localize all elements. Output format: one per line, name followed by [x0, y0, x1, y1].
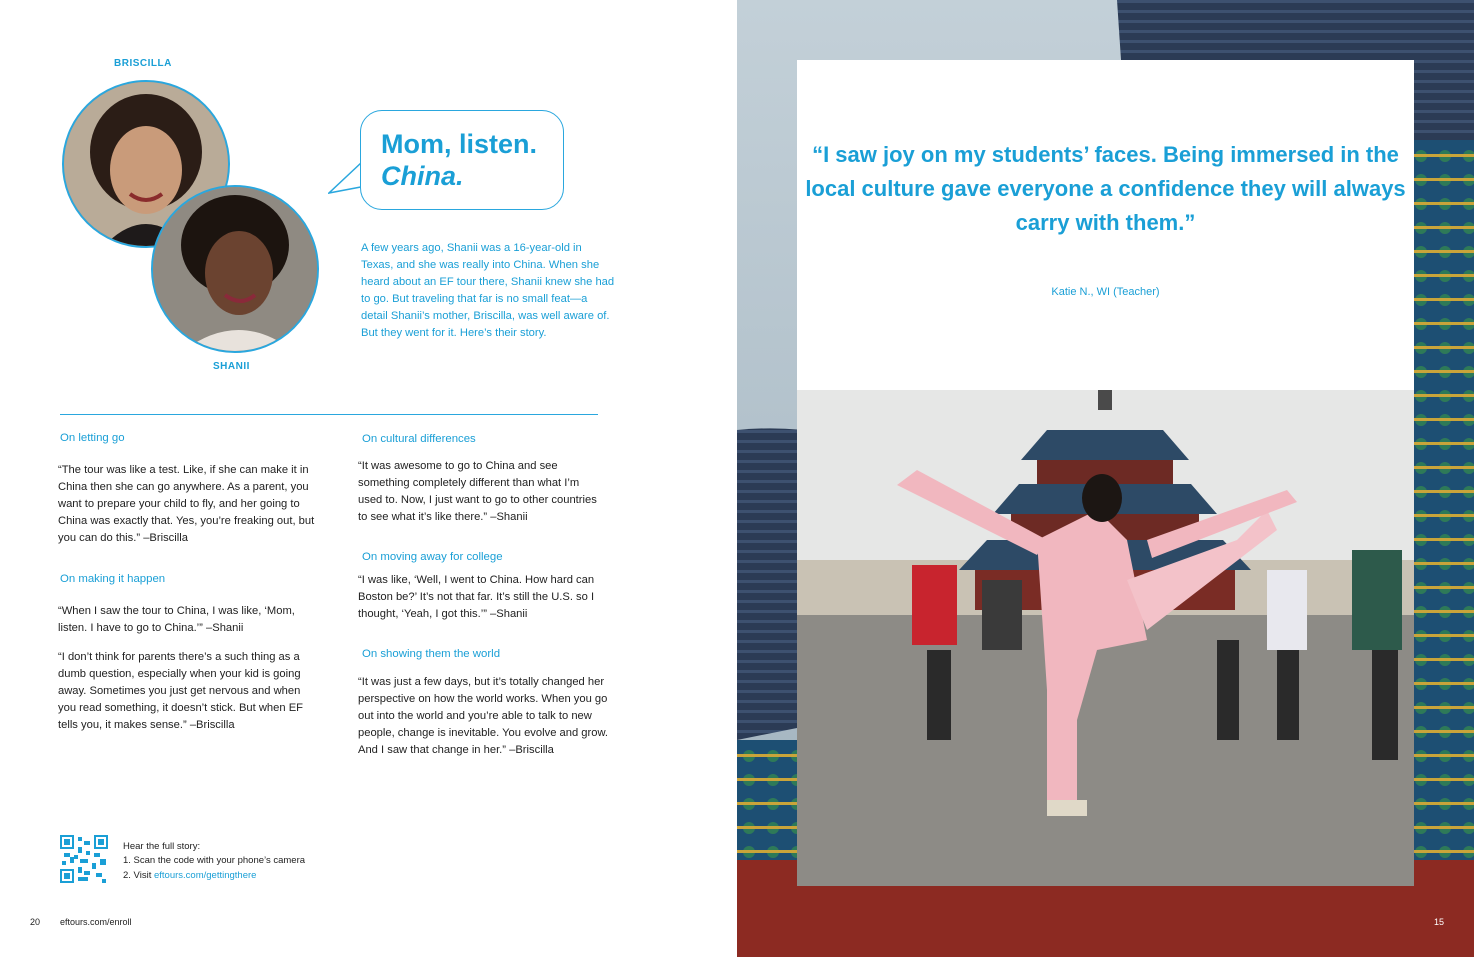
section-heading-showing-world: On showing them the world: [362, 648, 501, 660]
speech-bubble-line1: Mom, listen.: [381, 129, 538, 159]
divider-rule: [60, 414, 598, 415]
qr-title: Hear the full story:: [123, 841, 201, 852]
quote-showing-world: “It was just a few days, but it’s totally changed her perspective on how the world works. When you go out into the world and you’re able to talk to new people, change is inevitable. You evolve and grow. And I saw that change in her.” –Briscilla: [358, 676, 609, 756]
quote-making-it-happen-2: “I don’t think for parents there’s a such thing as a dumb question, especially when your kid is going away. Sometimes you just get nervous and when you read something, it doesn’t stick. But when EF tells you, it makes sense.” –Briscilla: [58, 651, 304, 731]
qr-code-icon[interactable]: [60, 835, 108, 883]
qr-step-2: [123, 870, 256, 881]
qr-step-1: 1. Scan the code with your phone’s camera: [123, 855, 306, 866]
section-heading-making-it-happen: On making it happen: [60, 573, 166, 585]
page-number-right: 15: [1434, 917, 1445, 927]
quote-letting-go: “The tour was like a test. Like, if she can make it in China then she can go anywhere. As a parent, you want to prepare your child to fly, and her going to China was exactly that. Yes, you’re freaking out, but you can do this.” –Briscilla: [58, 464, 315, 544]
speech-bubble-line2: China.: [381, 161, 464, 191]
quote-attribution: Katie N., WI (Teacher): [1051, 286, 1160, 298]
shanii-portrait: [151, 185, 319, 353]
section-heading-cultural-differences: On cultural differences: [362, 433, 476, 445]
pull-quote: “I saw joy on my students’ faces. Being immersed in the local culture gave everyone a confidence they will always carry with them.”: [805, 142, 1406, 235]
speech-bubble: [360, 110, 564, 210]
qr-step-2-prefix: 2. Visit: [123, 870, 154, 881]
name-label-shanii: SHANII: [213, 361, 250, 372]
testimonial-card: [797, 60, 1414, 886]
tai-chi-photo: [797, 390, 1414, 886]
page-number-left: 20: [30, 917, 41, 927]
section-heading-moving-away: On moving away for college: [362, 551, 503, 563]
quote-making-it-happen-1: “When I saw the tour to China, I was like, ‘Mom, listen. I have to go to China.’” –Shanii: [58, 605, 295, 634]
section-heading-letting-go: On letting go: [60, 432, 125, 444]
name-label-briscilla: BRISCILLA: [114, 58, 172, 69]
quote-cultural-differences: “It was awesome to go to China and see something completely different than what I’m used to. Now, I just want to go to other countries to see what it’s like there.” –Shanii: [358, 460, 597, 523]
qr-step-2-link[interactable]: eftours.com/gettingthere: [153, 870, 257, 881]
intro-paragraph: A few years ago, Shanii was a 16-year-old in Texas, and she was really into China. When she heard about an EF tour there, Shanii knew she had to go. But traveling that far is no small feat—a detail Shanii’s mother, Briscilla, was well aware of. But they went for it. Here’s their story.: [361, 242, 615, 339]
quote-moving-away: “I was like, ‘Well, I went to China. How hard can Boston be?’ It’s not that far. It’s still the U.S. so I thought, ‘Yeah, I got this.’” –Shanii: [358, 574, 595, 620]
footer-url[interactable]: eftours.com/enroll: [60, 917, 132, 927]
